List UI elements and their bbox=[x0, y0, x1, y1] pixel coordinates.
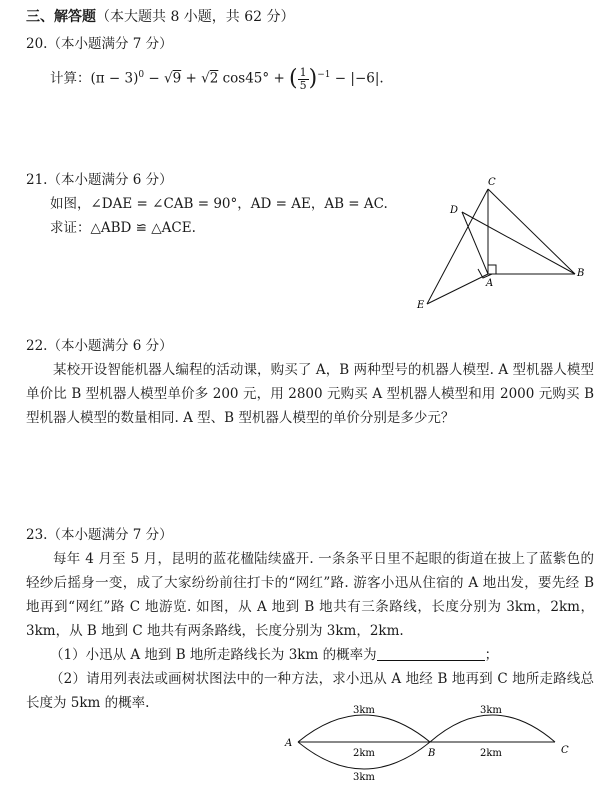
route-ab-bottom: 3km bbox=[353, 772, 375, 783]
route-ab-top: 3km bbox=[353, 705, 375, 716]
q20-header: 20.（本小题满分 7 分） bbox=[26, 36, 173, 52]
q20-minus-sqrt: − √ bbox=[144, 70, 173, 87]
route-label-b: B bbox=[428, 748, 436, 759]
q20-fraction bbox=[298, 67, 309, 92]
q20-expr-start: (π − 3) bbox=[90, 70, 139, 87]
q21-header: 21.（本小题满分 6 分） bbox=[26, 172, 173, 188]
q23-part1 bbox=[50, 643, 498, 667]
label-e: E bbox=[417, 300, 425, 311]
q21-line2: 求证：△ABD ≌ △ACE. bbox=[50, 220, 196, 236]
route-bc-top: 3km bbox=[480, 705, 502, 716]
q23-part1-end: ； bbox=[484, 647, 499, 663]
q20-cos: cos45° + bbox=[218, 70, 290, 87]
section-desc: （本大题共 8 小题，共 62 分） bbox=[96, 9, 295, 25]
q20-expression: 计算：$(\pi - 3)^0 - √9 + √2$ cos45° + ( $\frac{1}{5}$ )$^{-1}$ − |−6|. bbox=[50, 65, 384, 92]
label-b: B bbox=[577, 268, 585, 279]
label-d: D bbox=[450, 205, 459, 216]
q21-triangle-figure bbox=[405, 172, 605, 317]
q20-prefix: 计算： bbox=[50, 70, 91, 87]
q20-frac-num: 1 bbox=[299, 65, 307, 79]
q20-exp-neg1: −1 bbox=[317, 70, 331, 80]
q20-exp-zero: 0 bbox=[138, 70, 145, 80]
q20-radicand-nine: 9 bbox=[172, 70, 182, 87]
q23-route-diagram bbox=[280, 698, 580, 798]
q22-header: 22.（本小题满分 6 分） bbox=[26, 338, 173, 354]
route-ab-mid: 2km bbox=[353, 748, 375, 759]
label-a: A bbox=[486, 278, 494, 289]
q20-frac-den: 5 bbox=[299, 78, 307, 92]
q20-radicand-two: 2 bbox=[209, 70, 219, 87]
q21-line1: 如图，∠DAE = ∠CAB = 90°，AD = AE，AB = AC. bbox=[50, 196, 388, 212]
route-label-c: C bbox=[561, 745, 569, 756]
section-header bbox=[26, 6, 295, 26]
q20-tail: − |−6|. bbox=[330, 70, 384, 87]
q23-part2: （2）请用列表法或画树状图法中的一种方法，求小迅从 A 地经 B 地再到 C 地所走路线总长度为 5km 的概率. bbox=[26, 671, 594, 711]
q23-header: 23.（本小题满分 7 分） bbox=[26, 527, 173, 543]
answer-blank[interactable] bbox=[377, 646, 485, 661]
route-bc-mid: 2km bbox=[480, 748, 502, 759]
label-c: C bbox=[488, 177, 496, 188]
q23-part1-text: （1）小迅从 A 地到 B 地所走路线长为 3km 的概率为 bbox=[50, 647, 377, 663]
q22-body: 某校开设智能机器人编程的活动课，购买了 A，B 两种型号的机器人模型. A 型机器人模型单价比 B 型机器人模型单价多 200 元，用 2800 元购买 A 型机器人模型和用 2000 元购买 B 型机器人模型的数量相同. A 型、B 型机器人模型的单价分别是多少元？ bbox=[26, 362, 594, 426]
q20-plus-sqrt: + √ bbox=[181, 70, 210, 87]
section-title: 三、解答题 bbox=[26, 9, 96, 25]
q23-body: 每年 4 月至 5 月，昆明的蓝花楹陆续盛开. 一条条平日里不起眼的街道在披上了蓝紫色的轻纱后摇身一变，成了大家纷纷前往打卡的“网红”路. 游客小迅从住宿的 A 地出发，要先经 B 地再到“网红”路 C 地游览. 如图，从 A 地到 B 地共有三条路线，长度分别为 3km，2km，3km，从 B 地到 C 地共有两条路线，长度分别为 3km，2km. bbox=[26, 551, 594, 639]
route-label-a: A bbox=[285, 738, 293, 749]
